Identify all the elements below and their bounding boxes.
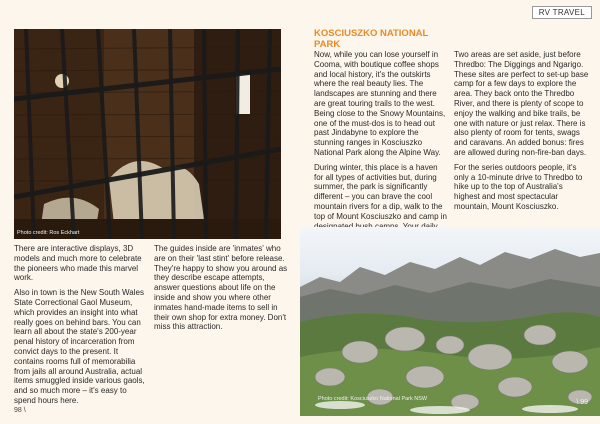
gaol-cell-photo bbox=[14, 29, 281, 239]
page-number-right: \ 99 bbox=[576, 399, 588, 406]
gaol-cell-illustration bbox=[14, 29, 281, 239]
paragraph: For the series outdoors people, it's only a 10-minute drive to Thredbo to hike up to the top of Australia's highest and most spectacular mountain, Mount Kosciuszko. bbox=[454, 162, 583, 211]
paragraph: There are interactive displays, 3D models and much more to celebrate the pioneers who made this marvel work. bbox=[14, 244, 142, 283]
paragraph: Two areas are set aside, just before Thredbo: The Diggings and Ngarigo. These sites are perfect to set-up base camp for a few days to explore the area. They back onto the Thredbo River, and there is plenty of scope to enjoy the walking and bike trails, be one with nature or just relax. There is also plenty of room for tents, swags and caravans. An added bonus: fires are allowed during non-fire-ban days. bbox=[454, 50, 589, 157]
mountain-illustration bbox=[300, 227, 600, 416]
paragraph: Also in town is the New South Wales State Correctional Gaol Museum, which provides an insight into what really goes on behind bars. You can learn all about the state's 200-year penal history of incarceration from convict days to the present. It contains rooms full of memorabilia from jails all around Australia, actual items smuggled inside various gaols, and so much more – it's easy to spend hours here. bbox=[14, 288, 145, 405]
section-tag: RV TRAVEL bbox=[532, 6, 592, 19]
section-title: KOSCIUSZKO NATIONAL PARK bbox=[314, 28, 429, 50]
right-column-1 bbox=[314, 50, 448, 256]
paragraph: Now, while you can lose yourself in Cooma, with boutique coffee shops and local history, it's the outskirts where the real beauty lies. The landscapes are stunning and there are great touring trails to the west. Being close to the Snowy Mountains, one of the must-dos is to head out past Jindabyne to explore the stunning ranges in Kosciuszko National Park along the Alpine Way. bbox=[314, 50, 446, 157]
photo-credit: Photo credit: Ros Eckhart bbox=[17, 230, 80, 236]
paragraph: The guides inside are 'inmates' who are on their 'last stint' before release. They're happy to show you around as they describe escape attempts, answer questions about life on the inside and show you where other inmates hand-made items to sell in their own shop for extra money. Don't miss this attraction. bbox=[154, 244, 288, 332]
left-column-1 bbox=[14, 244, 148, 411]
kosciuszko-landscape-photo bbox=[300, 227, 600, 416]
page-number-left: 98 \ bbox=[14, 407, 26, 414]
right-page bbox=[300, 0, 600, 424]
right-column-2 bbox=[454, 50, 590, 217]
photo-credit: Photo credit: Kosciuszko National Park NSW bbox=[318, 396, 428, 402]
left-column-2 bbox=[154, 244, 288, 337]
paragraph: During winter, this place is a haven for all types of activities but, during summer, the park is significantly different – you can brave the cool mountain rivers for a dip, walk to the top of Mount Kosciuszko and camp in bbox=[314, 162, 447, 221]
